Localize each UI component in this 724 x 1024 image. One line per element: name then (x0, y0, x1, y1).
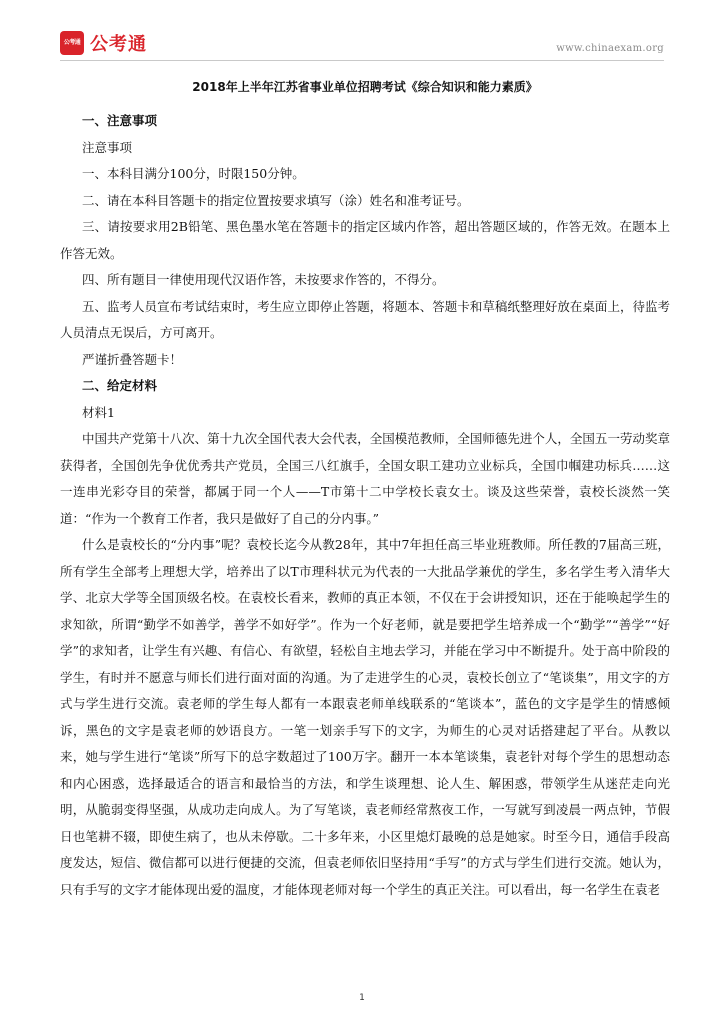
section-heading-notice: 一、注意事项 (82, 113, 158, 128)
site-logo[interactable] (60, 30, 147, 56)
logo-text: 公考通 (90, 34, 147, 55)
notice-item: 四、所有题目一律使用现代汉语作答，未按要求作答的，不得分。 (82, 272, 445, 287)
material-paragraph: 中国共产党第十八次、第十九次全国代表大会代表，全国模范教师，全国师德先进个人，全国五一劳动奖章获得者，全国创先争优优秀共产党员，全国三八红旗手，全国女职工建功立业标兵，全国巾帼建功标兵……这一连串光彩夺目的荣誉，都属于同一个人——T市第十二中学校长袁女士。谈及这些荣誉，袁校长淡然一笑道：“作为一个教育工作者，我只是做好了自己的分内事。” (60, 431, 670, 526)
notice-label: 注意事项 (82, 139, 133, 155)
document-title: 2018年上半年江苏省事业单位招聘考试《综合知识和能力素质》 (192, 80, 538, 94)
notice-warning: 严谨折叠答题卡！ (82, 351, 183, 367)
document-body (60, 78, 670, 903)
notice-item: 一、本科目满分100分，时限150分钟。 (82, 166, 305, 181)
site-url[interactable]: www.chinaexam.org (556, 43, 664, 54)
section-heading-materials: 二、给定材料 (82, 378, 158, 393)
material-paragraph: 什么是袁校长的“分内事”呢？袁校长迄今从教28年，其中7年担任高三毕业班教师。所任教的7届高三班，所有学生全部考上理想大学，培养出了以T市理科状元为代表的一大批品学兼优的学生，多名学生考入清华大学、北京大学等全国顶级名校。在袁校长看来，教师的真正本领，不仅在于会讲授知识，还在于能唤起学生的求知欲，所谓“勤学不如善学，善学不如好学”。作为一个好老师，就是要把学生培养成一个“勤学”“善学”“好学”的求知者，让学生有兴趣、有信心、有欲望，轻松自主地去学习，并能在学习中不断提升。处于高中阶段的学生，有时并不愿意与师长们进行面对面的沟通。为了走进学生的心灵，袁校长创立了“笔谈集”，用文字的方式与学生进行交流。袁老师的学生每人都有一本跟袁老师单线联系的“笔谈本”，蓝色的文字是学生的情感倾诉，黑色的文字是袁老师的妙语良方。一笔一划亲手写下的文字，为师生的心灵对话搭建起了平台。从教以来，她与学生进行“笔谈”所写下的总字数超过了100万字。翻开一本本笔谈集，袁老针对每个学生的思想动态和内心困惑，选择最适合的语言和最恰当的方法，和学生谈理想、论人生、解困惑，带领学生从迷茫走向光明，从脆弱变得坚强，从成功走向成人。为了写笔谈，袁老师经常熬夜工作，一写就写到凌晨一两点钟，节假日也笔耕不辍，即使生病了，也从未停歇。二十多年来，小区里熄灯最晚的总是她家。时至今日，通信手段高度发达，短信、微信都可以进行便捷的交流，但袁老师依旧坚持用“手写”的方式与学生们进行交流。她认为，只有手写的文字才能体现出爱的温度，才能体现老师对每一个学生的真正关注。可以看出，每一名学生在袁老 (60, 537, 670, 897)
logo-badge-icon: 公考通 (60, 31, 84, 55)
notice-item: 五、监考人员宣布考试结束时，考生应立即停止答题，将题本、答题卡和草稿纸整理好放在桌面上，待监考人员清点无误后，方可离开。 (60, 298, 670, 340)
page-header (60, 28, 664, 61)
notice-item: 二、请在本科目答题卡的指定位置按要求填写（涂）姓名和准考证号。 (82, 192, 470, 208)
notice-item: 三、请按要求用2B铅笔、黑色墨水笔在答题卡的指定区域内作答，超出答题区域的，作答无效。在题本上作答无效。 (60, 219, 670, 261)
material-label: 材料1 (82, 404, 115, 420)
page-number: 1 (359, 993, 365, 1003)
